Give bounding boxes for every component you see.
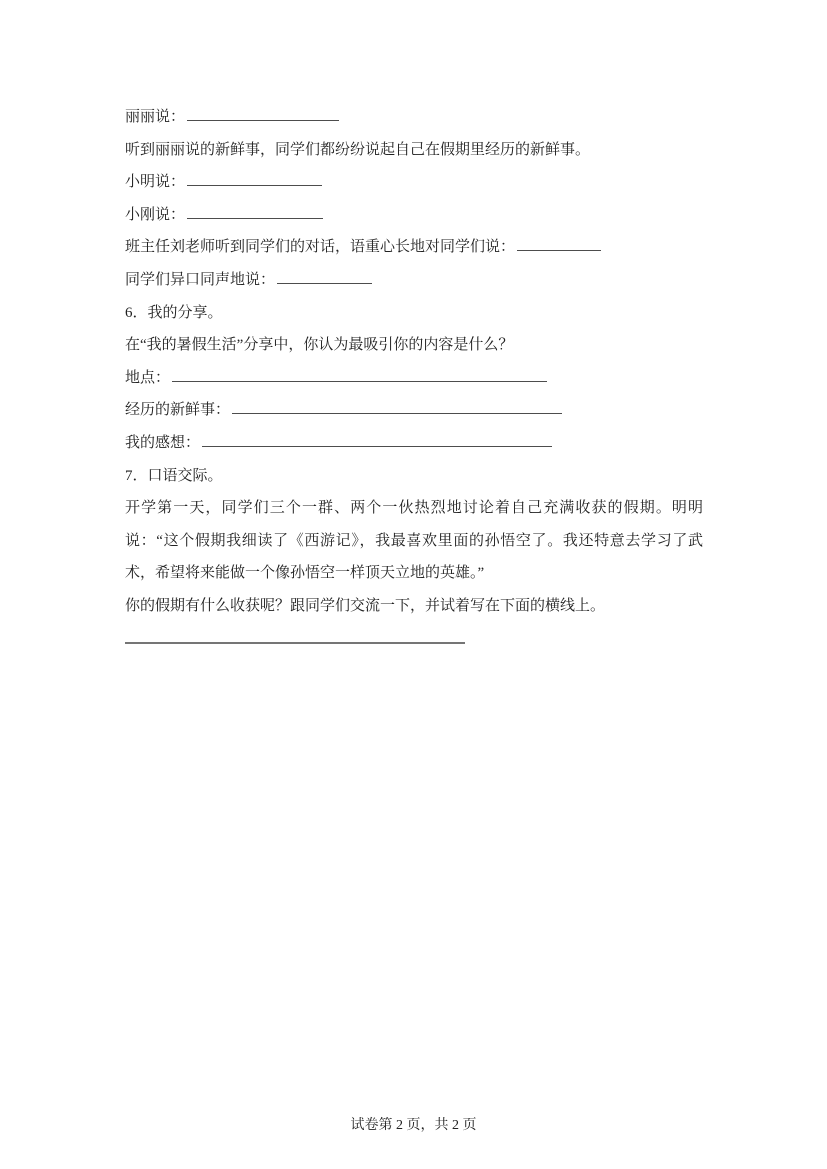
page-footer: 试卷第 2 页，共 2 页 <box>350 1118 477 1133</box>
q7-prompt: 你的假期有什么收获呢？跟同学们交流一下，并试着写在下面的横线上。 <box>125 597 606 614</box>
q6-place-label: 地点： <box>125 369 171 386</box>
q5-chorus-blank-underline <box>277 268 372 284</box>
q7-heading: 7．口语交际。 <box>125 467 223 484</box>
q7-answer-blank-underline <box>125 642 465 644</box>
q6-thoughts-line <box>125 427 703 460</box>
q5-xiaoming-label: 小明说： <box>125 174 186 191</box>
q6-place-line <box>125 362 703 395</box>
q5-xiaoming-blank-underline <box>187 170 322 186</box>
q5-teacher-label: 班主任刘老师听到同学们的对话，语重心长地对同学们说： <box>125 239 516 256</box>
q6-place-blank-underline <box>172 365 547 381</box>
q5-lili-label: 丽丽说： <box>125 109 186 125</box>
q6-thoughts-label: 我的感想： <box>125 434 201 451</box>
q6-heading: 6．我的分享。 <box>125 304 223 321</box>
q5-xiaogang-line <box>125 199 703 232</box>
q5-intro-text: 听到丽丽说的新鲜事，同学们都纷纷说起自己在假期里经历的新鲜事。 <box>125 141 591 158</box>
q5-lili-blank-underline <box>187 105 339 121</box>
q5-lili-line <box>125 101 703 134</box>
q6-experience-label: 经历的新鲜事： <box>125 402 231 419</box>
q6-experience-blank-underline <box>232 398 562 414</box>
q5-teacher-line <box>125 231 703 264</box>
q7-scenario-paragraph: 开学第一天，同学们三个一群、两个一伙热烈地讨论着自己充满收获的假期。明明说：“这个假期我细读了《西游记》，我最喜欢里面的孙悟空了。我还特意去学习了武术，希望将来能做一个像孙悟空一样顶天立地的英雄。” <box>125 500 703 582</box>
q5-xiaogang-blank-underline <box>187 202 323 218</box>
q6-experience-line <box>125 394 703 427</box>
q5-chorus-label: 同学们异口同声地说： <box>125 271 276 288</box>
q5-chorus-line <box>125 264 703 297</box>
q6-thoughts-blank-underline <box>202 431 552 447</box>
q6-prompt: 在“我的暑假生活”分享中，你认为最吸引你的内容是什么？ <box>125 337 514 354</box>
q5-teacher-blank-underline <box>517 235 601 251</box>
q5-xiaoming-line <box>125 166 703 199</box>
q5-xiaogang-label: 小刚说： <box>125 206 186 223</box>
page-content <box>125 101 703 644</box>
